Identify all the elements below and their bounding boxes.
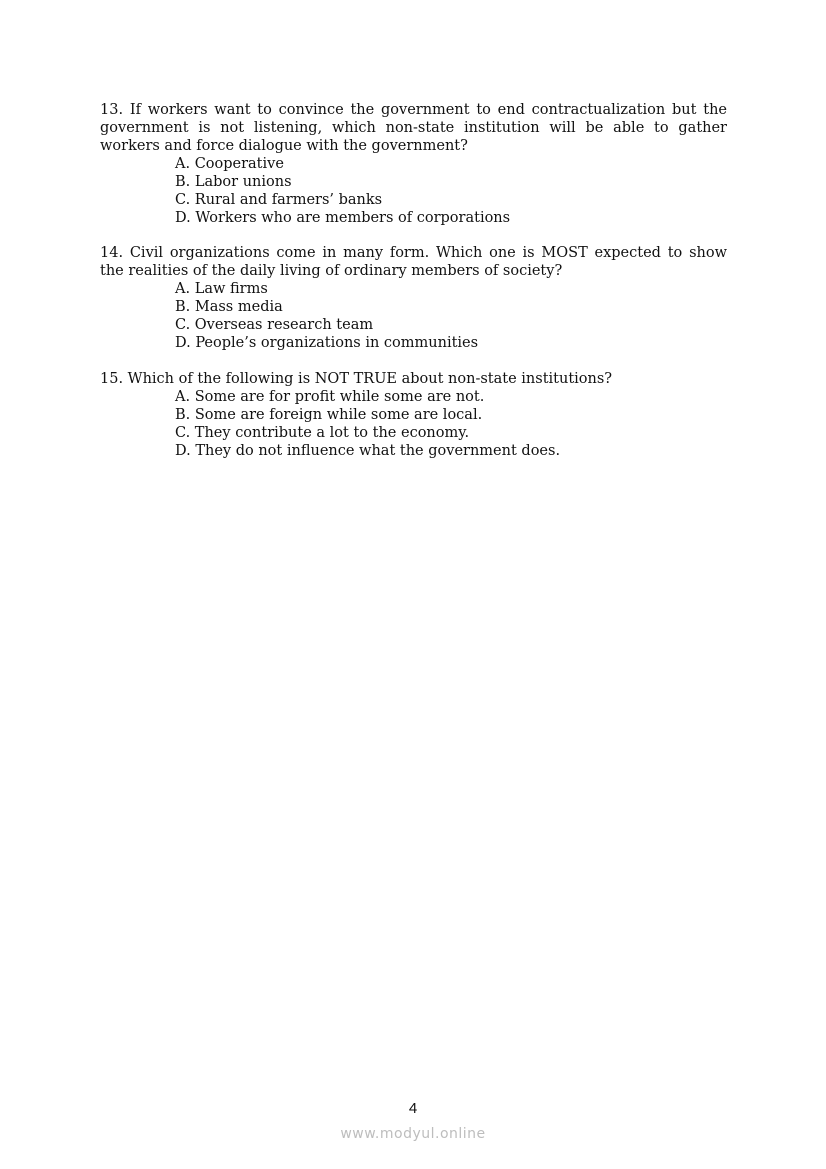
question-13: [100, 101, 727, 227]
choice-a: A. Some are for profit while some are not.: [175, 389, 485, 405]
choice-b: B. Labor unions: [175, 174, 292, 190]
choice-b: B. Some are foreign while some are local.: [175, 407, 483, 423]
choice-d: D. Workers who are members of corporations: [175, 210, 511, 226]
choice-c: C. They contribute a lot to the economy.: [175, 425, 470, 441]
choice-d: D. They do not influence what the government does.: [175, 443, 561, 459]
question-stem: 14. Civil organizations come in many form. Which one is MOST expected to show the realities of the daily living of ordinary members of society?: [100, 245, 727, 279]
choice-a: A. Cooperative: [175, 156, 284, 172]
question-stem: 13. If workers want to convince the government to end contractualization but the government is not listening, which non-state institution will be able to gather workers and force dialogue with the government?: [100, 102, 727, 154]
question-stem: 15. Which of the following is NOT TRUE about non-state institutions?: [100, 371, 613, 387]
choice-a: A. Law firms: [175, 281, 268, 297]
question-14: [100, 244, 727, 352]
answer-choices: [100, 280, 727, 352]
answer-choices: [100, 155, 727, 227]
answer-choices: [100, 388, 727, 460]
choice-b: B. Mass media: [175, 299, 283, 315]
question-15: [100, 370, 727, 460]
page-number: 4: [408, 1100, 418, 1117]
choice-d: D. People’s organizations in communities: [175, 335, 479, 351]
choice-c: C. Overseas research team: [175, 317, 374, 333]
choice-c: C. Rural and farmers’ banks: [175, 192, 383, 208]
watermark: www.modyul.online: [340, 1126, 486, 1142]
